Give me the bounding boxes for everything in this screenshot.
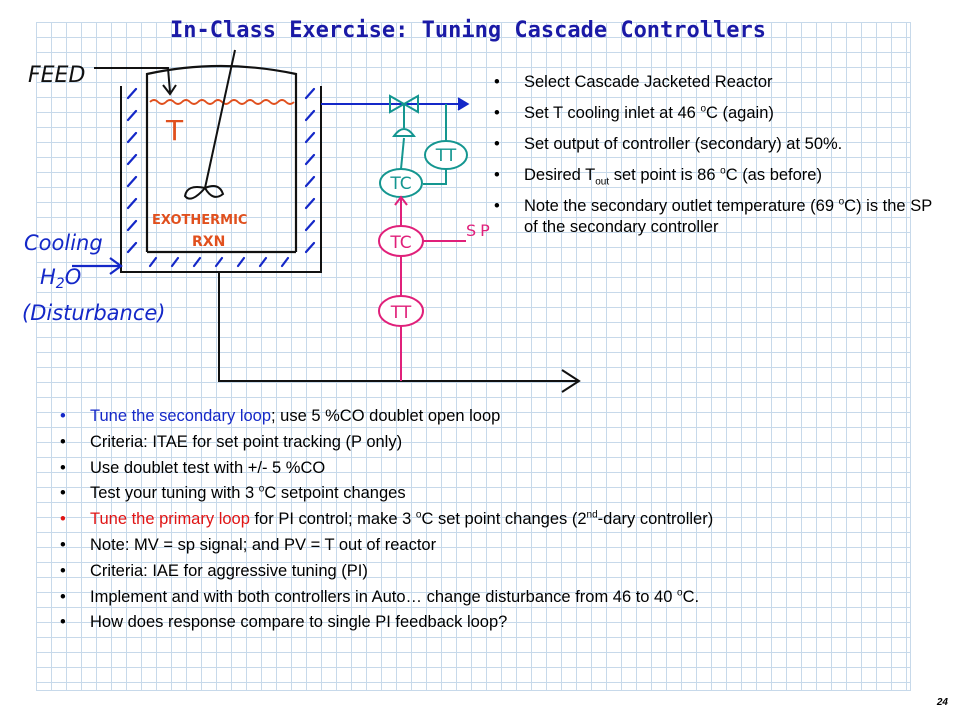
bullet: • [494, 104, 500, 122]
tasks-list [60, 404, 930, 636]
agitator-impeller [185, 186, 223, 199]
list-item: • Set output of controller (secondary) at 50%. [494, 135, 843, 153]
list-item: • Set T cooling inlet at 46 $^o$C (again) [494, 103, 774, 122]
bullet: • [494, 135, 500, 153]
bullet: • [60, 613, 66, 632]
bullet: • [60, 407, 66, 425]
bullet: • [60, 432, 66, 451]
page-title: In-Class Exercise: Tuning Cascade Controllers [169, 18, 767, 43]
bullet: • [494, 166, 500, 184]
tt-bot-label: TT [390, 303, 412, 323]
valve-actuator [394, 129, 414, 136]
list-item: • Note: MV = sp signal; and PV = T out of reactor [60, 533, 930, 559]
bullet: • [60, 561, 66, 580]
rxn-label: RXN [192, 234, 226, 250]
tc-mid-label: TC [390, 233, 412, 253]
list-item: • Criteria: ITAE for set point tracking (P only) [60, 430, 930, 456]
liquid-level [150, 100, 294, 104]
list-item: • Implement and with both controllers in Auto… change disturbance from 46 to 40 $^o$C. [60, 585, 930, 611]
instructions-list [494, 72, 944, 248]
h2o-label: H2O [40, 265, 82, 292]
list-item: • Use doublet test with +/- 5 %CO [60, 456, 930, 482]
list-item: • Desired $T_{out}$ set point is 86 $^o$C (as before) [494, 165, 822, 188]
list-item: • Criteria: IAE for aggressive tuning (PI) [60, 559, 930, 585]
feed-label: FEED [28, 63, 86, 88]
tt-top-signal [423, 169, 446, 184]
cooling-label: Cooling [24, 231, 103, 255]
bullet: • [60, 484, 66, 503]
tc-top-to-valve [401, 138, 404, 169]
tc-top-label: TC [390, 174, 412, 194]
list-item: • Tune the secondary loop; use 5 %CO doublet open loop [60, 404, 930, 430]
bullet: • [60, 587, 66, 606]
bullet: • [494, 73, 500, 91]
bullet: • [494, 197, 500, 215]
jacket-outlet-arrowhead [458, 98, 468, 110]
sp-label: SP [466, 221, 494, 240]
temperature-label: T [166, 114, 184, 147]
agitator-shaft [205, 50, 235, 188]
list-item: • How does response compare to single PI feedback loop? [60, 610, 930, 636]
tt-top-label: TT [435, 146, 457, 166]
list-item: • Test your tuning with 3 $^o$C setpoint changes [60, 481, 930, 507]
bullet: • [60, 458, 66, 477]
disturbance-label: (Disturbance) [22, 301, 166, 325]
page-number: 24 [936, 697, 948, 708]
list-item: • Select Cascade Jacketed Reactor [494, 73, 773, 91]
list-item: • Note the secondary outlet temperature (69 $^o$C) is the SP of the secondary controller [494, 196, 932, 236]
exothermic-label: EXOTHERMIC [152, 213, 248, 228]
bullet: • [60, 535, 66, 554]
bullet: • [60, 510, 66, 529]
list-item: • Tune the primary loop for PI control; make 3 $^o$C set point changes (2nd-dary controller) [60, 507, 930, 533]
